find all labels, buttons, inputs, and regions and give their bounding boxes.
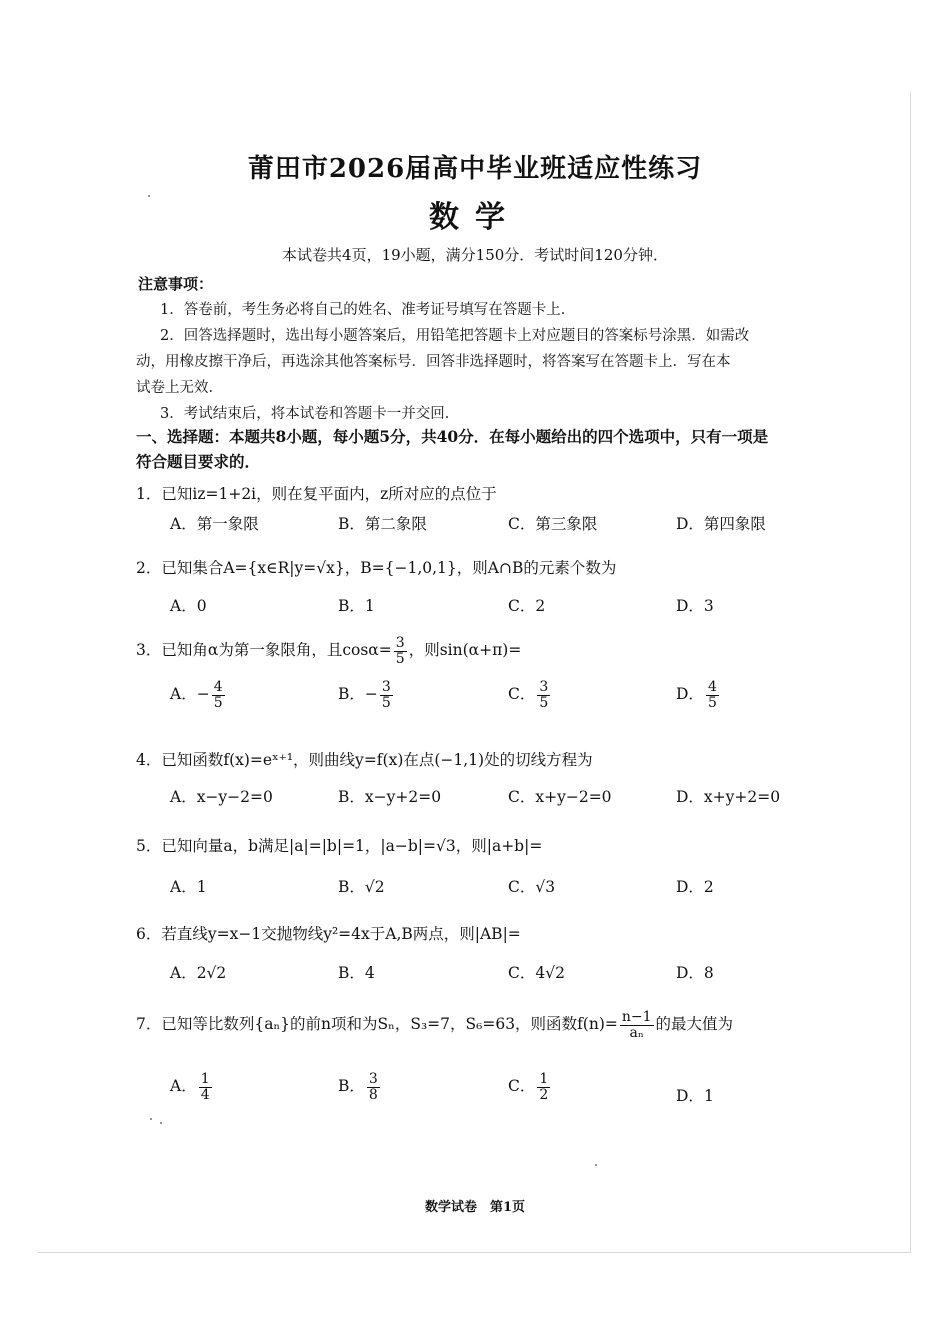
question-1-stem: 1．已知iz=1+2i，则在复平面内，z所对应的点位于	[136, 485, 497, 503]
notes-heading: 注意事项：	[138, 275, 214, 293]
question-5-option-d: D．2	[676, 878, 714, 896]
question-5-option-b: B．√2	[338, 878, 385, 896]
question-3-stem-a: 3．已知角α为第一象限角，且cosα=	[136, 641, 392, 660]
question-7-option-a: A． $\frac{1}{4}$	[170, 1071, 210, 1103]
question-3-stem	[136, 636, 521, 666]
question-3-option-a: A．− $\frac{4}{5}$	[170, 679, 223, 711]
subject-title: 数学	[429, 200, 521, 235]
fraction: $\frac{1}{2}$	[539, 1071, 549, 1103]
question-2-option-b: B．1	[338, 597, 375, 615]
question-4-option-b: B．x−y+2=0	[338, 788, 442, 806]
fraction: $\frac{3}{8}$	[368, 1071, 378, 1103]
question-7-stem	[136, 1010, 733, 1040]
question-7-option-c: C． $\frac{1}{2}$	[508, 1071, 549, 1103]
question-7-stem-b: 的最大值为	[655, 1015, 734, 1034]
question-6-option-b: B．4	[338, 964, 375, 982]
note-line: 2．回答选择题时，选出每小题答案后，用铅笔把答题卡上对应题目的答案标号涂黑．如需改	[160, 328, 750, 344]
question-2-stem: 2．已知集合A={x∈R|y=√x}，B={−1,0,1}，则A∩B的元素个数为	[136, 559, 617, 577]
question-5-option-a: A．1	[170, 878, 207, 896]
question-5-option-c: C．√3	[508, 878, 556, 896]
question-6-option-d: D．8	[676, 964, 714, 982]
question-4-option-d: D．x+y+2=0	[676, 788, 781, 806]
note-line: 试卷上无效．	[136, 380, 223, 396]
note-line: 3．考试结束后，将本试卷和答题卡一并交回．	[160, 406, 460, 422]
question-6-option-a: A．2√2	[170, 964, 227, 982]
question-7-option-b: B． $\frac{3}{8}$	[338, 1071, 378, 1103]
question-7-option-d: D．1	[676, 1087, 714, 1105]
note-line: 1．答卷前，考生务必将自己的姓名、准考证号填写在答题卡上．	[160, 302, 576, 318]
question-3-option-c: C． $\frac{3}{5}$	[508, 679, 549, 711]
page-footer: 数学试卷 第1页	[424, 1200, 526, 1215]
question-3-stem-b: ，则sin(α+π)=	[408, 641, 522, 660]
section-heading-cont: 符合题目要求的．	[136, 452, 261, 471]
question-7-stem-a: 7．已知等比数列{aₙ}的前n项和为Sₙ，S₃=7，S₆=63，则函数f(n)=	[136, 1015, 618, 1034]
question-6-stem: 6．若直线y=x−1交抛物线y²=4x于A,B两点，则|AB|=	[136, 925, 521, 943]
fraction: $\frac{3}{5}$	[395, 635, 405, 667]
fraction: $\frac{4}{5}$	[213, 679, 223, 711]
question-1-option-b: B．第二象限	[338, 515, 427, 533]
question-2-option-c: C．2	[508, 597, 546, 615]
scan-speck	[148, 195, 150, 197]
exam-info: 本试卷共4页，19小题，满分150分．考试时间120分钟．	[282, 246, 668, 264]
scan-speck	[160, 1122, 162, 1124]
question-1-option-d: D．第四象限	[676, 515, 766, 533]
question-2-option-a: A．0	[170, 597, 207, 615]
question-3-option-d: D． $\frac{4}{5}$	[676, 679, 717, 711]
note-line: 动，用橡皮擦干净后，再选涂其他答案标号．回答非选择题时，将答案写在答题卡上．写在本	[136, 354, 731, 370]
fraction: $\frac{n-1}{\text{aₙ}}$	[621, 1009, 652, 1041]
question-5-stem: 5．已知向量a，b满足|a|=|b|=1，|a−b|=√3，则|a+b|=	[136, 837, 543, 855]
scan-speck	[150, 1118, 152, 1120]
question-6-option-c: C．4√2	[508, 964, 565, 982]
scan-speck	[595, 1164, 597, 1166]
fraction: $\frac{3}{5}$	[539, 679, 549, 711]
question-2-option-d: D．3	[676, 597, 714, 615]
question-1-option-c: C．第三象限	[508, 515, 598, 533]
question-4-option-c: C．x+y−2=0	[508, 788, 612, 806]
question-1-option-a: A．第一象限	[170, 515, 259, 533]
fraction: $\frac{4}{5}$	[707, 679, 717, 711]
page-border	[38, 92, 911, 1253]
question-3-option-b: B．− $\frac{3}{5}$	[338, 679, 391, 711]
question-4-option-a: A．x−y−2=0	[170, 788, 273, 806]
fraction: $\frac{1}{4}$	[200, 1071, 210, 1103]
exam-title: 莆田市2026届高中毕业班适应性练习	[247, 154, 703, 184]
fraction: $\frac{3}{5}$	[381, 679, 391, 711]
section-heading: 一、选择题：本题共8小题，每小题5分，共40分．在每小题给出的四个选项中，只有一项是	[136, 427, 769, 446]
question-4-stem: 4．已知函数f(x)=eˣ⁺¹，则曲线y=f(x)在点(−1,1)处的切线方程为	[136, 751, 593, 769]
